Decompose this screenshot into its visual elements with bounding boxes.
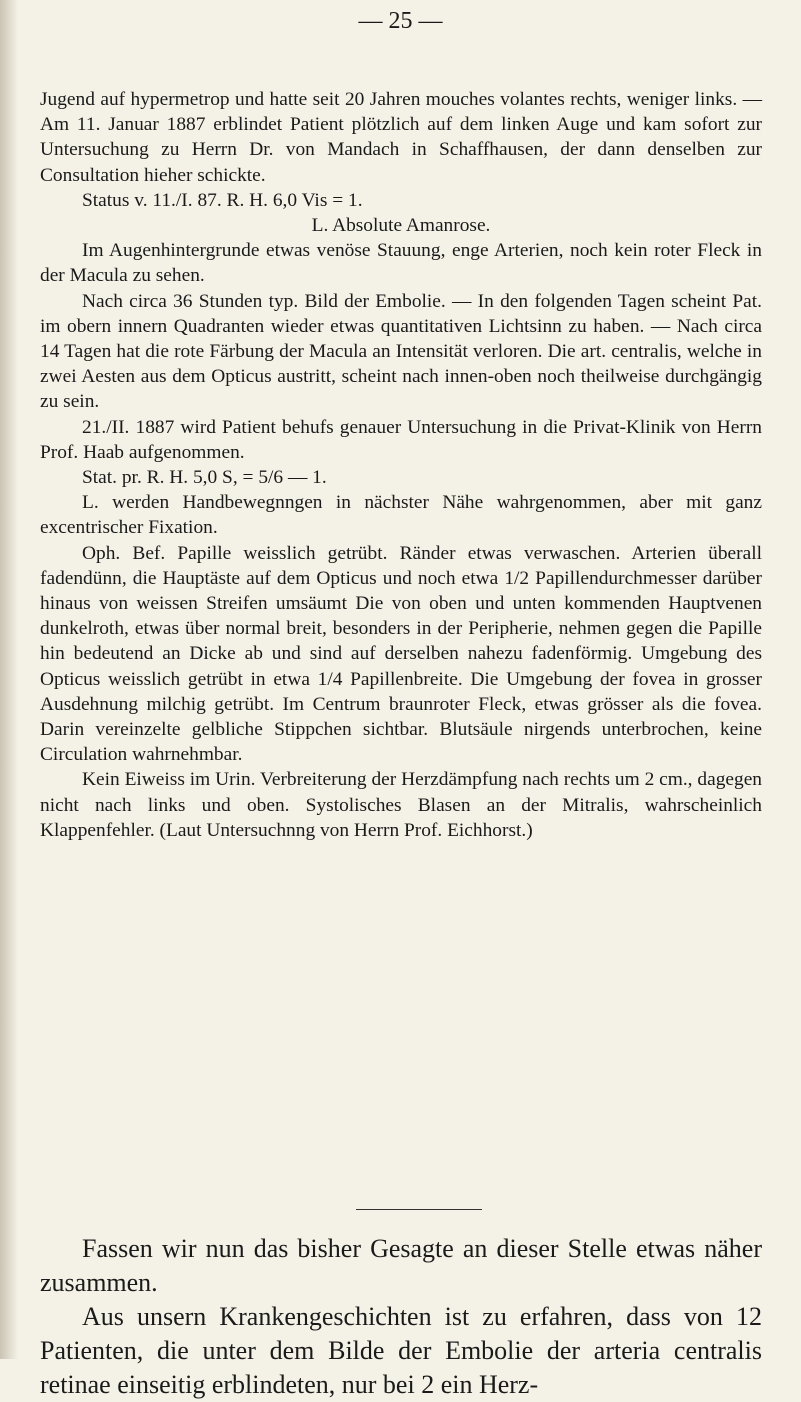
conclusion-paragraph-2: Aus unsern Krankengeschichten ist zu erfahren, dass von 12 Patienten, die unter dem Bilde der Embolie der arteria centralis retinae einseitig erblindeten, nur bei 2 ein Herz- xyxy=(40,1302,762,1399)
paragraph-admission: 21./II. 1887 wird Patient behufs genauer Untersuchung in die Privat-Klinik von Herrn Prof. Haab aufgenommen. xyxy=(40,416,762,463)
paragraph-stat-pr: Stat. pr. R. H. 5,0 S, = 5/6 — 1. xyxy=(82,467,327,489)
page-number: — 25 — xyxy=(358,8,443,34)
conclusion-paragraph-1: Fassen wir nun das bisher Gesagte an dieser Stelle etwas näher zusammen. xyxy=(40,1234,762,1297)
paragraph-urin: Kein Eiweiss im Urin. Verbreiterung der Herzdämpfung nach rechts um 2 cm., dagegen nicht nach links und oben. Systolisches Blasen an der Mitralis, wahrscheinlich Klappenfehler. (Laut Untersuchnng von Herrn Prof. Eichhorst.) xyxy=(40,769,762,841)
conclusion-text xyxy=(40,1232,762,1402)
paragraph-fundus: Im Augenhintergrunde etwas venöse Stauung, enge Arterien, noch kein roter Fleck in der Macula zu sehen. xyxy=(40,240,762,287)
section-separator-line xyxy=(356,1209,482,1210)
paragraph-left-eye: L. Absolute Amanrose. xyxy=(311,215,491,237)
paragraph-embolie: Nach circa 36 Stunden typ. Bild der Embolie. — In den folgenden Tagen scheint Pat. im obern innern Quadranten wieder etwas quantitativen Lichtsinn zu haben. — Nach circa 14 Tagen hat die rote Färbung der Macula an Intensität verloren. Die art. centralis, welche in zwei Aesten aus dem Opticus austritt, scheint nach innen-oben noch theilweise durchgängig zu sein. xyxy=(40,290,762,413)
paragraph-status: Status v. 11./I. 87. R. H. 6,0 Vis = 1. xyxy=(82,189,363,211)
paragraph-oph-bef: Oph. Bef. Papille weisslich getrübt. Ränder etwas verwaschen. Arterien überall fadendünn, die Hauptäste auf dem Opticus und noch etwa 1/2 Papillendurchmesser darüber hinaus von weissen Streifen umsäumt Die von oben und unten kommenden Hauptvenen dunkelroth, etwas über normal breit, besonders in der Peripherie, nehmen gegen die Papille hin bedeutend an Dicke ab und sind auf derselben nahezu fadenförmig. Umgebung des Opticus weisslich getrübt in etwa 1/4 Papillenbreite. Die Umgebung der fovea in grosser Ausdehnung milchig getrübt. Im Centrum braunroter Fleck, etwas grösser als die fovea. Darin vereinzelte gelbliche Stippchen sichtbar. Blutsäule nirgends unterbrochen, keine Circulation wahrnehmbar. xyxy=(40,542,762,766)
case-report-text xyxy=(40,87,762,843)
page-edge-shadow xyxy=(0,0,18,1359)
paragraph-1: Jugend auf hypermetrop und hatte seit 20 Jahren mouches volantes rechts, weniger links. — Am 11. Januar 1887 erblindet Patient plötzlich auf dem linken Auge und kam sofort zur Untersuchung zu Herrn Dr. von Mandach in Schaffhausen, der dann denselben zur Consultation hieher schickte. xyxy=(40,89,762,186)
paragraph-hand-movements: L. werden Handbewegnngen in nächster Nähe wahrgenommen, aber mit ganz excentrischer Fixation. xyxy=(40,492,762,539)
